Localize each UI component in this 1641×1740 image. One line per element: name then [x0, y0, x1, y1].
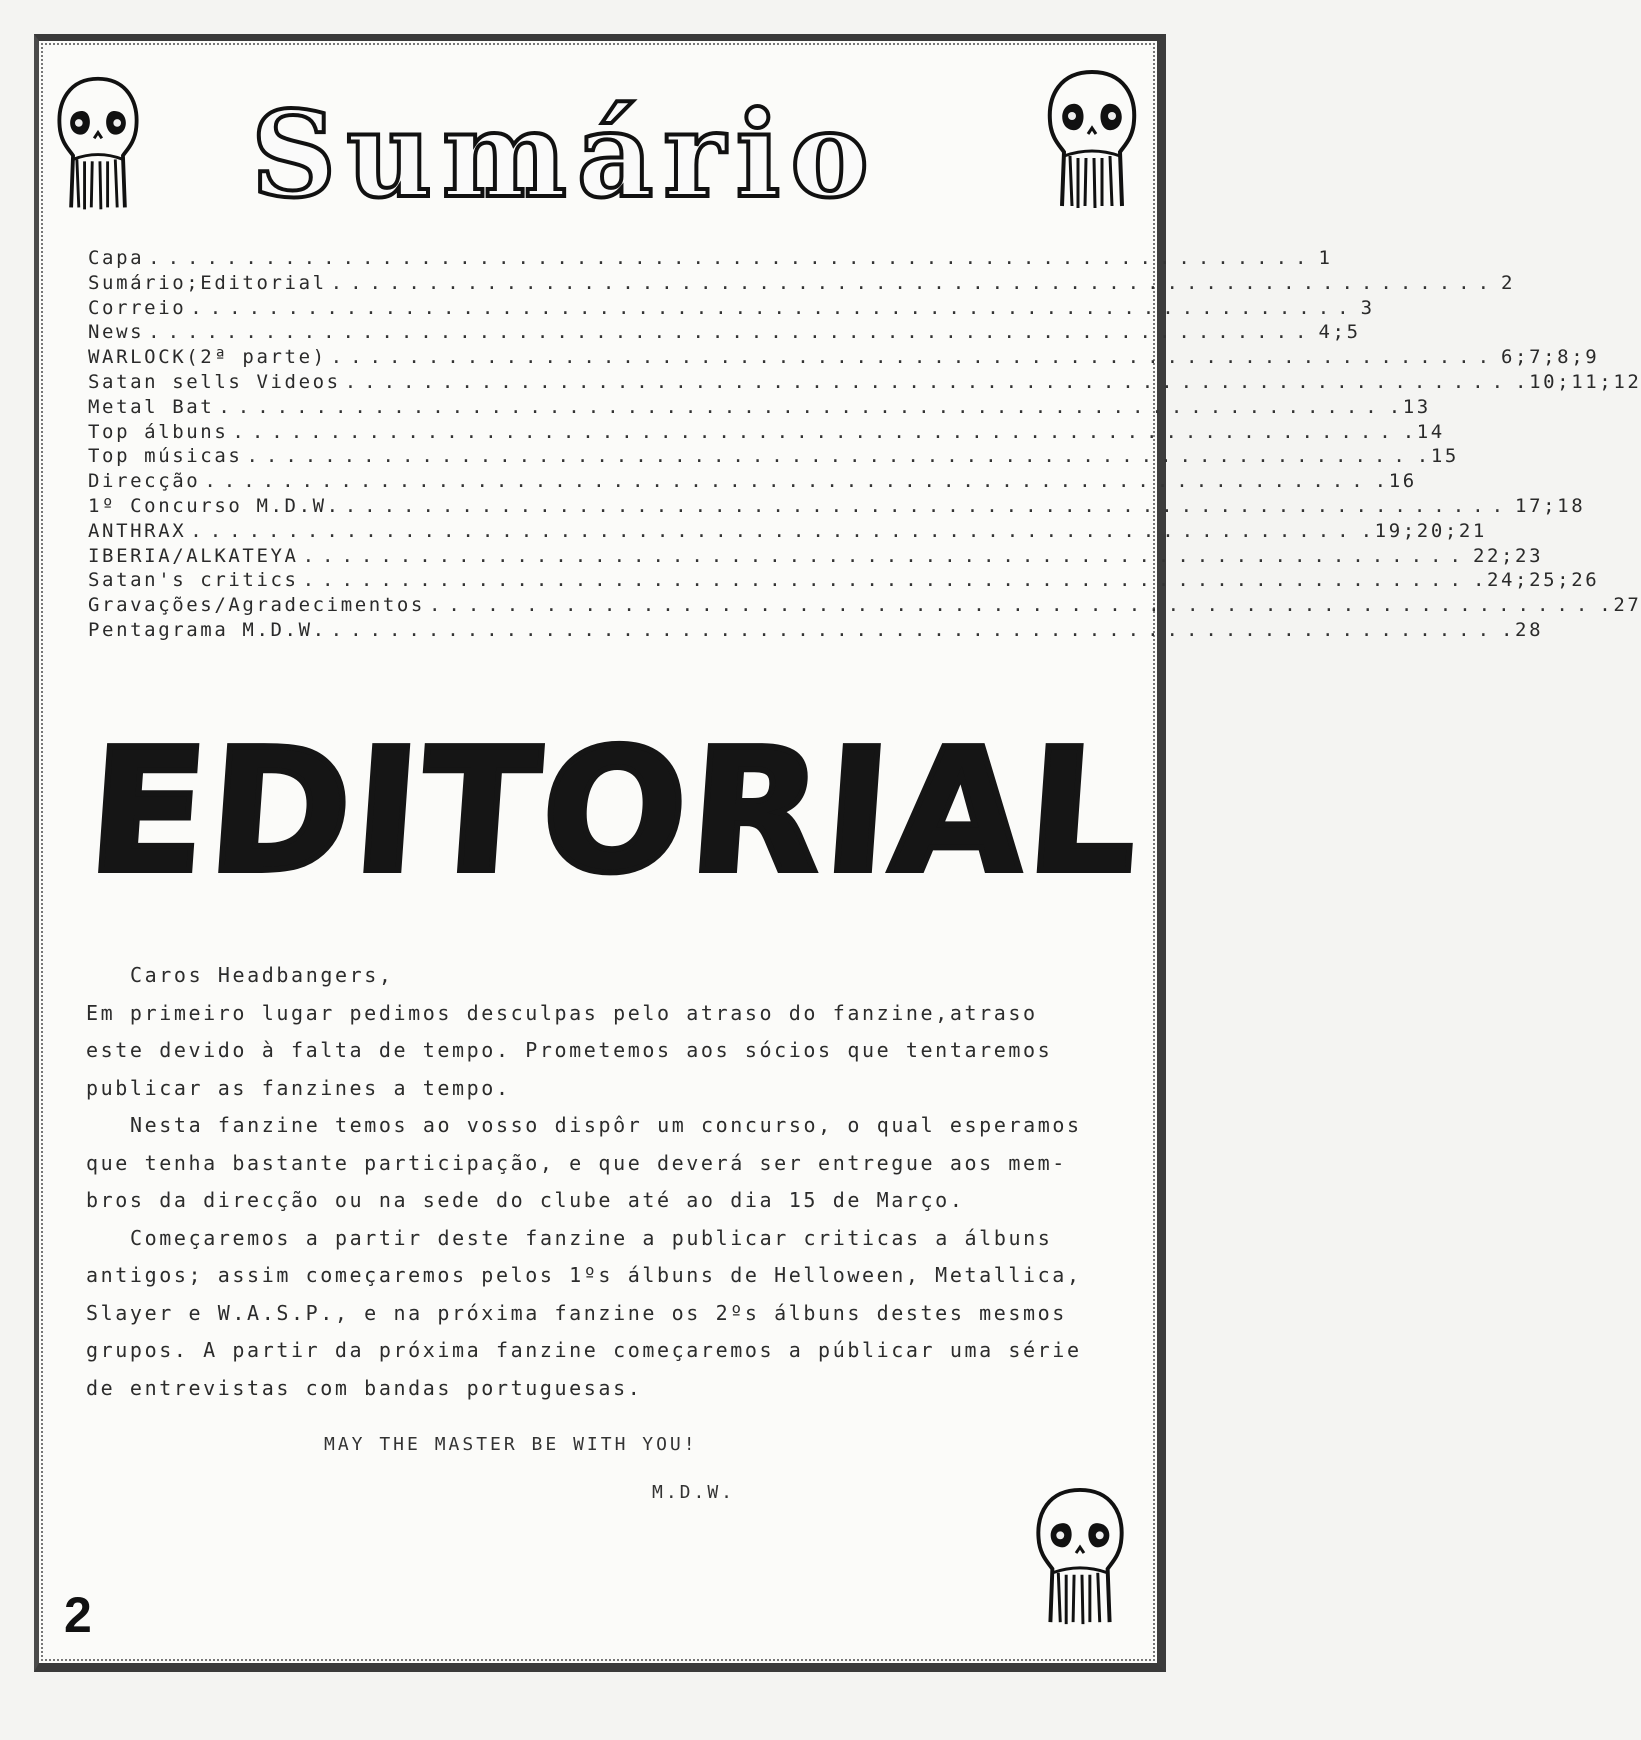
toc-entry-page: .24;25;26 [1472, 569, 1600, 592]
toc-dot-leader: ............................................................ [302, 544, 1469, 567]
sumario-title-text: Sumário [250, 85, 880, 224]
toc-entry-label: Pentagrama M.D.W. [88, 618, 327, 641]
toc-entry-label: 1º Concurso M.D.W. [88, 494, 341, 517]
toc-dot-leader: ............................................................ [190, 519, 1357, 542]
toc-dot-leader: ............................................................ [344, 370, 1512, 393]
toc-entry-label: Correio [88, 296, 187, 319]
toc-entry-page: 6;7;8;9 [1501, 346, 1600, 369]
toc-entry [88, 320, 1361, 345]
toc-entry [88, 395, 1431, 420]
toc-entry [88, 469, 1417, 494]
editorial-line: antigos; assim começaremos pelos 1ºs álbuns de Helloween, Metallica, [86, 1263, 1082, 1287]
toc-entry-label: ANTHRAX [88, 519, 187, 542]
toc-dot-leader: ............................................................ [190, 296, 1357, 319]
editorial-line: este devido à falta de tempo. Prometemos aos sócios que tentaremos [86, 1038, 1053, 1062]
toc-entry [88, 544, 1544, 569]
toc-entry-page: 3 [1360, 296, 1375, 319]
editorial-line: grupos. A partir da próxima fanzine começaremos a públicar uma série [86, 1338, 1082, 1362]
table-of-contents [88, 246, 1641, 643]
toc-dot-leader: ............................................................ [148, 321, 1315, 344]
editorial-line: de entrevistas com bandas portuguesas. [86, 1375, 643, 1400]
toc-entry-page: 2 [1501, 271, 1516, 294]
toc-entry-page: .19;20;21 [1360, 519, 1487, 542]
toc-entry [88, 296, 1375, 321]
toc-entry-page: .14 [1402, 420, 1445, 443]
toc-dot-leader: ............................................................ [344, 494, 1512, 517]
editorial-line: Em primeiro lugar pedimos desculpas pelo atraso do fanzine,atraso [86, 1000, 1038, 1025]
toc-entry-page: 4;5 [1318, 321, 1361, 344]
toc-entry-label: WARLOCK(2ª parte) [88, 346, 327, 369]
toc-entry [88, 593, 1641, 618]
editorial-line: publicar as fanzines a tempo. [86, 1075, 511, 1100]
toc-entry [88, 271, 1516, 296]
skull-icon [1030, 1484, 1130, 1632]
toc-dot-leader: ............................................................ [330, 346, 1498, 369]
editorial-greeting: Caros Headbangers, [130, 963, 394, 987]
toc-entry-label: Capa [88, 247, 145, 269]
toc-entry-page: .27 [1599, 594, 1641, 617]
toc-dot-leader: ............................................................ [204, 470, 1371, 493]
editorial-signoff: MAY THE MASTER BE WITH YOU! [324, 1434, 698, 1455]
editorial-title [82, 700, 1148, 911]
toc-entry-page: 22;23 [1472, 544, 1544, 567]
toc-entry-label: Top músicas [88, 445, 243, 468]
skull-icon [50, 70, 146, 220]
toc-entry [88, 494, 1586, 519]
toc-dot-leader: ............................................................ [148, 247, 1315, 269]
editorial-line: Slayer e W.A.S.P., e na próxima fanzine os 2ºs álbuns destes mesmos [86, 1300, 1067, 1325]
toc-entry-page: .15 [1416, 445, 1459, 468]
toc-entry [88, 618, 1544, 643]
toc-dot-leader: ............................................................ [330, 618, 1498, 641]
toc-entry-page: 17;18 [1515, 494, 1586, 517]
toc-entry-page: .28 [1501, 618, 1544, 641]
toc-entry [88, 420, 1445, 445]
toc-entry-label: Sumário;Editorial [88, 271, 327, 294]
toc-entry-label: IBERIA/ALKATEYA [88, 544, 299, 567]
toc-entry-label: Satan's critics [88, 569, 299, 592]
toc-entry-label: News [88, 321, 145, 344]
page-number: 2 [64, 1587, 92, 1643]
toc-entry [88, 519, 1487, 544]
editorial-line: Nesta fanzine temos ao vosso dispôr um concurso, o qual esperamos [130, 1113, 1082, 1137]
skull-icon [1042, 66, 1142, 216]
editorial-title-text: EDITORIAL [82, 713, 1148, 911]
toc-dot-leader: ............................................................ [428, 594, 1596, 617]
toc-dot-leader: ............................................................ [232, 420, 1399, 443]
toc-dot-leader: ............................................................ [218, 395, 1385, 418]
toc-dot-leader: ............................................................ [246, 445, 1413, 468]
toc-entry [88, 370, 1641, 395]
editorial-line: que tenha bastante participação, e que deverá ser entregue aos mem- [86, 1150, 1067, 1175]
editorial-line: Começaremos a partir deste fanzine a publicar criticas a álbuns [130, 1225, 1053, 1250]
toc-entry [88, 568, 1600, 593]
toc-entry-label: Direcção [88, 470, 201, 493]
sumario-title [245, 84, 885, 224]
toc-dot-leader: ............................................................ [302, 569, 1469, 592]
toc-entry-label: Metal Bat [88, 395, 215, 418]
toc-entry [88, 246, 1333, 271]
editorial-body [86, 957, 1106, 1407]
toc-entry [88, 444, 1459, 469]
toc-entry [88, 345, 1600, 370]
toc-entry-page: 1 [1318, 247, 1333, 269]
toc-entry-label: Satan sells Videos [88, 370, 341, 393]
toc-entry-page: .10;11;12 [1515, 370, 1641, 393]
editorial-signature: M.D.W. [652, 1482, 736, 1503]
editorial-line: bros da direcção ou na sede do clube até ao dia 15 de Março. [86, 1188, 965, 1212]
toc-entry-label: Top álbuns [88, 420, 229, 443]
toc-entry-label: Gravações/Agradecimentos [88, 594, 425, 617]
toc-entry-page: .16 [1374, 470, 1417, 493]
toc-entry-page: .13 [1388, 395, 1431, 418]
toc-dot-leader: ............................................................ [330, 271, 1498, 294]
